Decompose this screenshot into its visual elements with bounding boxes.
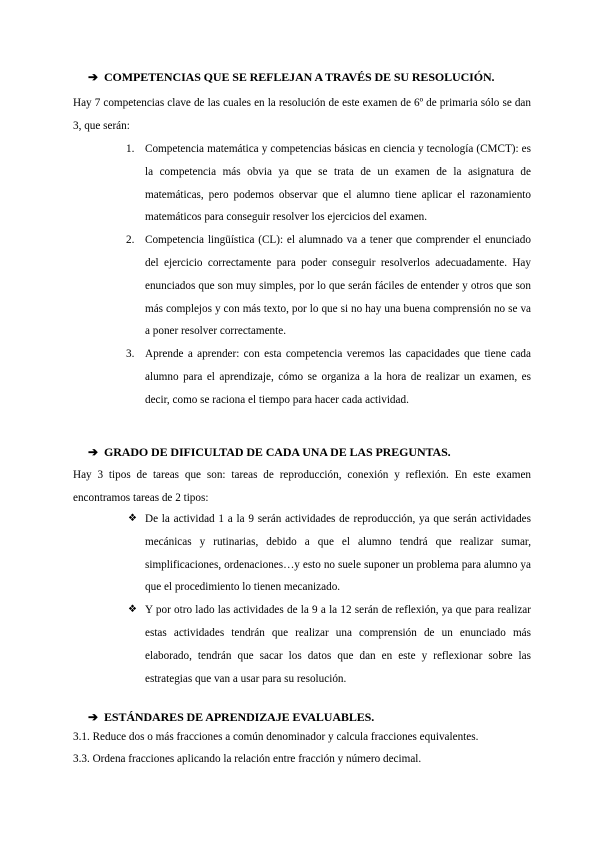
section2-intro: Hay 3 tipos de tareas que son: tareas de reproducción, conexión y reflexión. En este examen encontramos tareas de 2 tipos: [73, 469, 531, 504]
diamond-bullet-icon: ❖ [128, 513, 137, 524]
arrow-right-icon: ➔ [88, 445, 98, 459]
competencias-list [126, 138, 531, 412]
list-item-text: Competencia matemática y competencias básicas en ciencia y tecnología (CMCT): es la competencia más obvia ya que se trata de un examen de la asignatura de matemáticas, pero podemos observar que el alumno tiene aplicar el razonamiento matemáticos para conseguir resolver los ejercicios del examen. [145, 143, 531, 224]
section1-title: COMPETENCIAS QUE SE REFLEJAN A TRAVÉS DE SU RESOLUCIÓN. [103, 70, 495, 84]
standard-item: 3.3. Ordena fracciones aplicando la relación entre fracción y número decimal. [73, 753, 422, 765]
section-heading [88, 445, 451, 460]
list-number: 2. [126, 234, 135, 247]
list-item-text: Competencia lingüística (CL): el alumnado va a tener que comprender el enunciado del ejercicio correctamente para poder conseguir resolverlos adecuadamente. Hay enunciados que son muy simples, por lo que serán fáciles de entender y otros que son más complejos y con más texto, por lo que si no hay una buena comprensión no se va a poner resolver correctamente. [145, 234, 531, 338]
arrow-right-icon: ➔ [88, 70, 98, 84]
standard-item: 3.1. Reduce dos o más fracciones a común denominador y calcula fracciones equivalentes. [73, 731, 479, 743]
section3-title: ESTÁNDARES DE APRENDIZAJE EVALUABLES. [103, 710, 375, 724]
list-item-text: Aprende a aprender: con esta competencia veremos las capacidades que tiene cada alumno para el aprendizaje, cómo se organiza a la hora de realizar un examen, es decir, como se raciona el tiempo para hacer cada actividad. [145, 348, 531, 406]
arrow-right-icon: ➔ [88, 710, 98, 724]
list-item [126, 229, 531, 343]
list-item-text: Y por otro lado las actividades de la 9 a la 12 serán de reflexión, ya que para realizar estas actividades tendrán que realizar una comprensión de un enunciado más elaborado, tendrán que sacar los datos que dan en este y reflexionar sobre las estrategias que van a usar para su resolución. [145, 604, 531, 685]
list-number: 3. [126, 348, 135, 361]
section2-title: GRADO DE DIFICULTAD DE CADA UNA DE LAS PREGUNTAS. [103, 445, 451, 459]
section1-intro: Hay 7 competencias clave de las cuales en la resolución de este examen de 6º de primaria sólo se dan 3, que serán: [73, 97, 531, 132]
list-item [128, 599, 531, 690]
diamond-bullet-icon: ❖ [128, 604, 137, 616]
list-item [126, 343, 531, 411]
section-heading [88, 710, 374, 725]
section-heading [88, 70, 494, 85]
list-item [128, 508, 531, 599]
dificultad-list [128, 508, 531, 690]
list-number: 1. [126, 143, 135, 155]
list-item-text: De la actividad 1 a la 9 serán actividades de reproducción, ya que serán actividades mecánicas y rutinarias, debido a que el alumno tendrá que realizar sumar, simplificaciones, ordenaciones…y esto no suele suponer un problema para alumno ya que el procedimiento lo tienen mecanizado. [145, 513, 531, 594]
list-item [126, 138, 531, 229]
